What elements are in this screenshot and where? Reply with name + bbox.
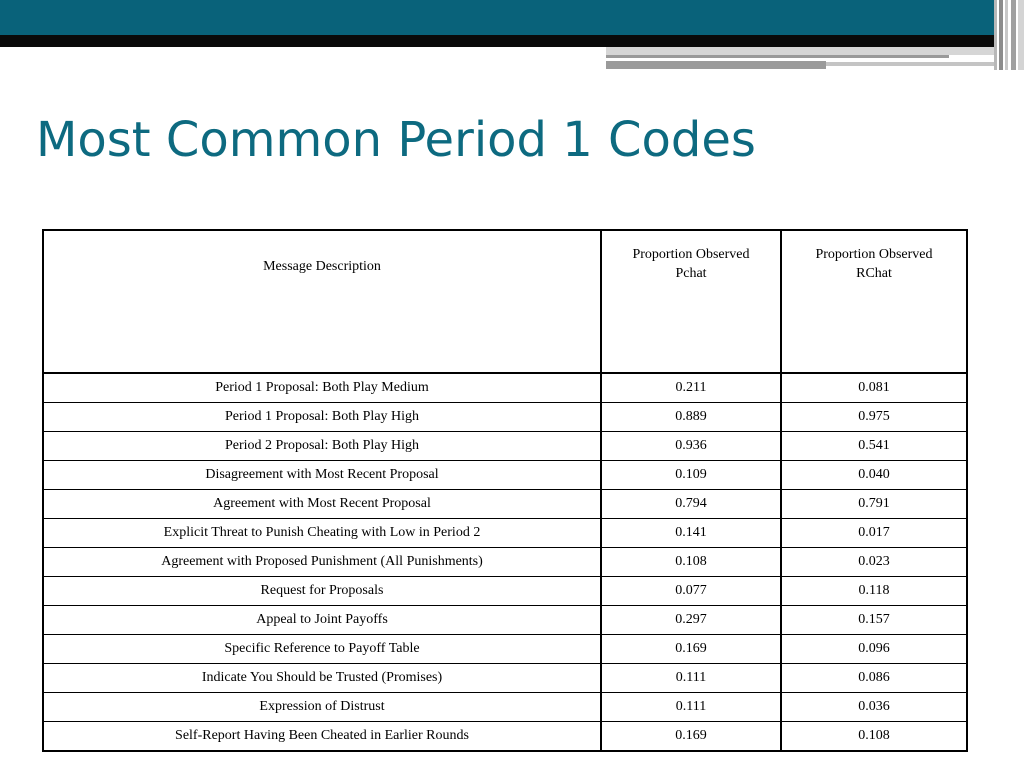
table-row [43,635,967,664]
cell-description: Appeal to Joint Payoffs [43,606,601,635]
table-header-row [43,230,967,373]
cell-description: Period 1 Proposal: Both Play High [43,403,601,432]
cell-description: Self-Report Having Been Cheated in Earlier Rounds [43,722,601,752]
cell-description: Specific Reference to Payoff Table [43,635,601,664]
cell-description: Disagreement with Most Recent Proposal [43,461,601,490]
decorative-line [606,55,949,58]
cell-description: Request for Proposals [43,577,601,606]
table-row [43,519,967,548]
cell-description: Period 1 Proposal: Both Play Medium [43,373,601,403]
table-row [43,490,967,519]
cell-rchat: 0.086 [781,664,967,693]
table-row [43,722,967,752]
slide-title: Most Common Period 1 Codes [36,112,756,168]
cell-pchat: 0.111 [601,664,781,693]
table-row [43,548,967,577]
table-row [43,432,967,461]
cell-pchat: 0.297 [601,606,781,635]
cell-rchat: 0.096 [781,635,967,664]
cell-rchat: 0.791 [781,490,967,519]
cell-pchat: 0.077 [601,577,781,606]
table-row [43,403,967,432]
cell-rchat: 0.118 [781,577,967,606]
cell-description: Explicit Threat to Punish Cheating with Low in Period 2 [43,519,601,548]
decorative-line [606,47,1024,55]
cell-pchat: 0.936 [601,432,781,461]
cell-description: Agreement with Most Recent Proposal [43,490,601,519]
header-band [0,0,1024,35]
decorative-line [606,61,826,69]
cell-rchat: 0.040 [781,461,967,490]
table-row [43,373,967,403]
table-row [43,693,967,722]
cell-pchat: 0.169 [601,722,781,752]
cell-pchat: 0.111 [601,693,781,722]
header-proportion-rchat: Proportion Observed RChat [781,230,967,373]
header-proportion-pchat: Proportion Observed Pchat [601,230,781,373]
table-row [43,461,967,490]
cell-rchat: 0.975 [781,403,967,432]
cell-pchat: 0.794 [601,490,781,519]
cell-rchat: 0.157 [781,606,967,635]
cell-rchat: 0.541 [781,432,967,461]
cell-rchat: 0.036 [781,693,967,722]
cell-pchat: 0.109 [601,461,781,490]
header-message-description: Message Description [43,230,601,373]
decorative-stripes [994,0,1024,70]
codes-table [42,229,968,752]
cell-pchat: 0.108 [601,548,781,577]
cell-pchat: 0.141 [601,519,781,548]
cell-description: Agreement with Proposed Punishment (All Punishments) [43,548,601,577]
header-black-band [0,35,1024,47]
cell-rchat: 0.017 [781,519,967,548]
table-row [43,606,967,635]
table-row [43,577,967,606]
cell-pchat: 0.211 [601,373,781,403]
cell-description: Period 2 Proposal: Both Play High [43,432,601,461]
cell-pchat: 0.169 [601,635,781,664]
cell-rchat: 0.023 [781,548,967,577]
table-row [43,664,967,693]
cell-description: Indicate You Should be Trusted (Promises) [43,664,601,693]
cell-pchat: 0.889 [601,403,781,432]
cell-description: Expression of Distrust [43,693,601,722]
cell-rchat: 0.108 [781,722,967,752]
cell-rchat: 0.081 [781,373,967,403]
